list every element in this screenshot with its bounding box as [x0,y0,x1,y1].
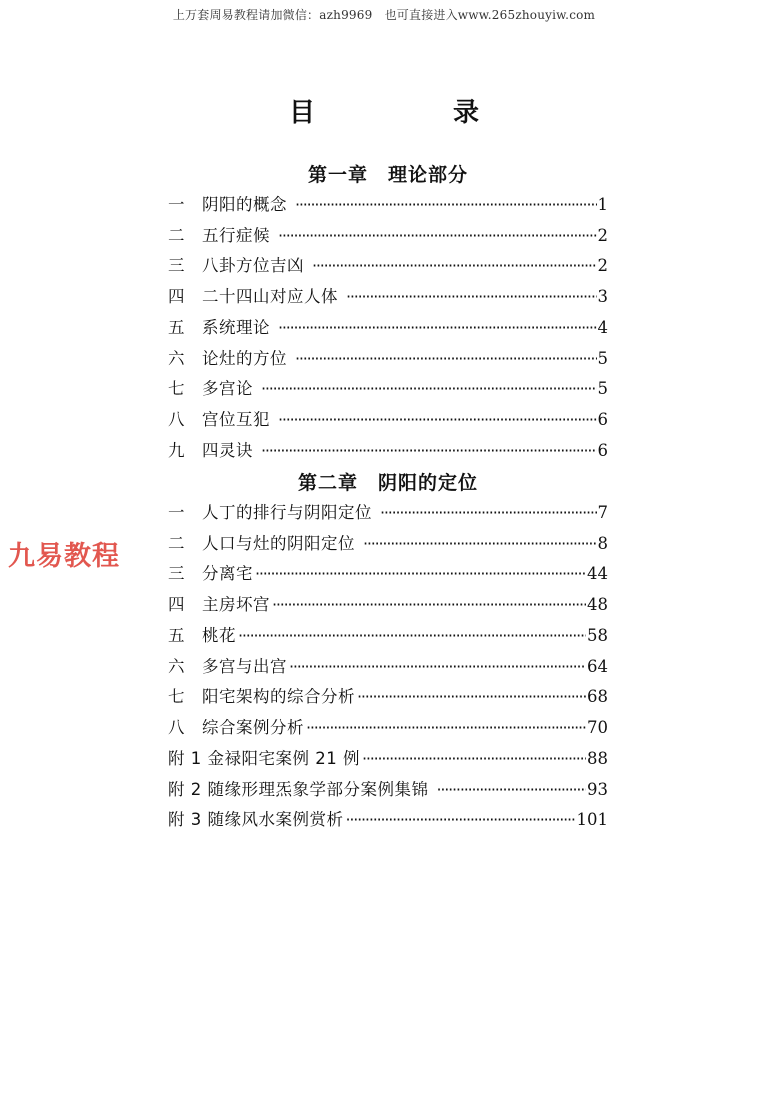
dot-leader [255,563,586,585]
toc-entry[interactable] [168,405,608,431]
toc-entry[interactable] [168,313,608,339]
dot-leader [306,717,586,739]
toc-entry-label: 二 人口与灶的阴阳定位 [168,534,355,553]
toc-entry-label: 四 二十四山对应人体 [168,287,338,306]
toc-entry-label: 二 五行症候 [168,226,270,245]
toc-entry-page: 3 [597,287,608,306]
dot-leader [346,286,597,308]
toc-entry[interactable] [168,529,608,555]
toc-entry-page: 4 [597,318,608,337]
toc-entry-page: 44 [587,564,608,583]
toc-entry[interactable] [168,682,608,708]
dot-leader [295,194,597,216]
toc-entry-page: 8 [597,534,608,553]
dot-leader [261,440,597,462]
dot-leader [278,409,597,431]
chapter-heading-1: 第一章 理论部分 [307,164,468,186]
dot-leader [272,594,586,616]
toc-entry-label: 八 综合案例分析 [168,718,304,737]
toc-entry-label: 六 论灶的方位 [168,349,287,368]
dot-leader [437,779,587,801]
toc-entry-label: 七 阳宅架构的综合分析 [168,687,355,706]
toc-entry-label: 六 多宫与出宫 [168,657,287,676]
toc-entry-label: 七 多宫论 [168,379,253,398]
toc-entry-page: 48 [587,595,608,614]
toc-entry-page: 5 [597,349,608,368]
toc-entry-page: 70 [587,718,608,737]
dot-leader [289,656,586,678]
dot-leader [278,225,597,247]
page-title: 目 录 [288,98,535,128]
toc-entry-page: 101 [576,810,608,829]
dot-leader [238,625,586,647]
toc-entry[interactable] [168,282,608,308]
toc-entry-label: 一 人丁的排行与阴阳定位 [168,503,372,522]
toc-entry[interactable] [168,805,608,831]
dot-leader [380,502,597,524]
dot-leader [346,809,576,831]
toc-entry[interactable] [168,251,608,277]
dot-leader [363,533,597,555]
toc-entry-page: 93 [587,780,608,799]
toc-entry[interactable] [168,344,608,370]
toc-entry[interactable] [168,775,608,801]
toc-entry-page: 6 [597,441,608,460]
dot-leader [278,317,597,339]
toc-entry-label: 五 系统理论 [168,318,270,337]
toc-entry-label: 三 八卦方位吉凶 [168,256,304,275]
toc-entry[interactable] [168,744,608,770]
toc-entry-label: 八 宫位互犯 [168,410,270,429]
toc-entry[interactable] [168,374,608,400]
toc-entry[interactable] [168,590,608,616]
toc-entry-page: 5 [597,379,608,398]
toc-entry-page: 1 [597,195,608,214]
toc-entry-label: 附 1 金禄阳宅案例 21 例 [168,749,360,768]
dot-leader [362,748,586,770]
toc-entry-page: 64 [587,657,608,676]
toc-entry[interactable] [168,498,608,524]
toc-entry-label: 五 桃花 [168,626,236,645]
toc-entry[interactable] [168,221,608,247]
dot-leader [261,378,597,400]
dot-leader [312,255,597,277]
toc-entry[interactable] [168,713,608,739]
toc-entry-label: 四 主房坏宫 [168,595,270,614]
toc-entry-label: 三 分离宅 [168,564,253,583]
toc-entry-page: 68 [587,687,608,706]
toc-entry-page: 2 [597,226,608,245]
chapter-heading-2: 第二章 阴阳的定位 [297,472,478,494]
toc-entry-label: 附 3 随缘风水案例赏析 [168,810,344,829]
dot-leader [295,348,597,370]
toc-entry[interactable] [168,559,608,585]
dot-leader [357,686,586,708]
toc-entry-page: 2 [597,256,608,275]
toc-entry[interactable] [168,652,608,678]
toc-entry-page: 58 [587,626,608,645]
toc-entry-page: 7 [597,503,608,522]
toc-entry[interactable] [168,190,608,216]
toc-entry-page: 6 [597,410,608,429]
toc-entry-page: 88 [587,749,608,768]
header-note: 上万套周易教程请加微信：azh9969 也可直接进入www.265zhouyiw.com [172,8,596,22]
toc-entry[interactable] [168,621,608,647]
toc-entry[interactable] [168,436,608,462]
watermark-logo: 九易教程 [8,541,120,572]
toc-entry-label: 一 阴阳的概念 [168,195,287,214]
toc-entry-label: 附 2 随缘形理炁象学部分案例集锦 [168,780,429,799]
toc-entry-label: 九 四灵诀 [168,441,253,460]
